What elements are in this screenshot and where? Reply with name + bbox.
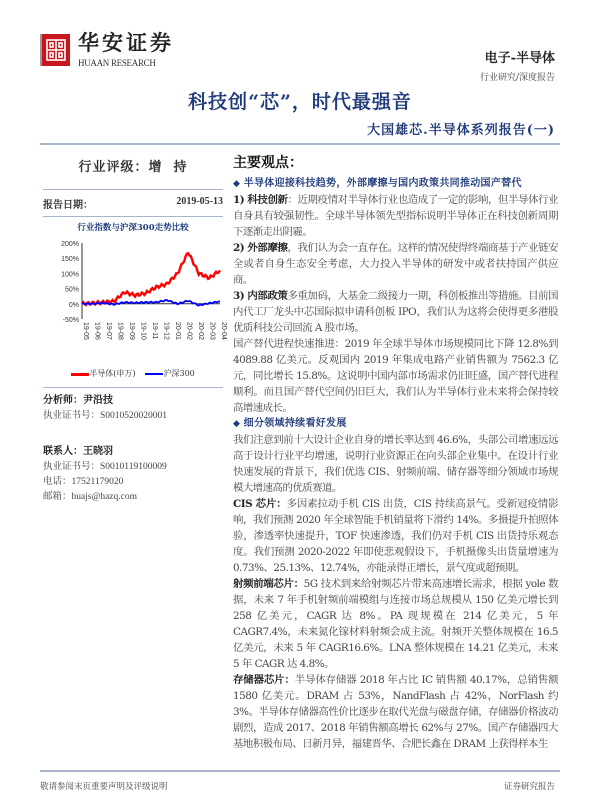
chart-title: 行业指数与沪深300走势比较 <box>77 223 189 233</box>
paragraph: 国产替代进程快速推进：2019 年全球半导体市场规模同比下降 12.8%到 4089.88 亿美元。反观国内 2019 年集成电路产业销售额为 7562.3 亿元，同比增长 15.8%。这说明中国内部市场需求仍旧旺盛，国产替代进程顺利。而且国产替代空间仍旧巨大，我们认为半导体行业未来将会保持较高增速成长。 <box>233 338 558 414</box>
divider <box>43 216 223 217</box>
report-title: 科技创“芯”，时代最强音 <box>188 91 412 113</box>
x-tick-label: 19-05 <box>82 322 89 340</box>
bullet-text: 细分领域持续看好发展 <box>243 418 347 429</box>
huaan-logo-icon <box>40 34 70 66</box>
x-tick-label: 19-08 <box>116 322 124 340</box>
legend-swatch-blue <box>145 373 163 375</box>
section-heading: 主要观点： <box>233 155 303 171</box>
bullet-heading <box>233 416 558 432</box>
paragraph <box>233 240 558 288</box>
paragraph <box>233 576 558 672</box>
contact-name: 王晓羽 <box>83 446 113 457</box>
cert-label: 执业证书号： <box>43 462 101 472</box>
report-subtitle: 大国雄芯.半导体系列报告(一) <box>367 123 555 138</box>
index-comparison-chart <box>40 237 226 362</box>
y-tick-label: 0% <box>68 301 79 309</box>
report-date: 2019-05-13 <box>176 196 223 207</box>
rating-value: 增 持 <box>148 160 188 175</box>
paragraph: 我们注意到前十大设计企业自身的增长率达到 46.6%，头部公司增速远远高于设计行业平均增速，说明行业资源正在向头部企业集中。在设计行业快速发展的背景下，我们优选 CIS、射频前端、储存器等细分领域市场规模大增速高的优质赛道。 <box>233 434 558 494</box>
x-tick-label: 19-09 <box>128 322 135 340</box>
analyst-name: 尹沿技 <box>83 395 113 406</box>
legend-swatch-red <box>71 373 89 376</box>
header-divider <box>40 143 560 145</box>
cert-label: 执业证书号： <box>43 411 101 421</box>
bullet-text: 半导体迎接科技趋势，外部摩擦与国内政策共同推动国产替代 <box>243 178 522 189</box>
rating-label: 行业评级： <box>78 160 149 175</box>
para-lead: CIS 芯片： <box>233 498 287 510</box>
para-text: 5G 技术到来给射频芯片带来高速增长需求，根据 yole 数据，未来 7 年手机射频前端模组与连接市场总规模从 150 亿美元增长到 258 亿美元，CAGR 达 8%。PA 现规模在 214 亿美元，5 年 CAGR7.4%，未来氮化镓材料射频会成主流。射频开关整体规模在 16.5 亿美元，未来 5 年 CAGR16.6%。LNA 整体规模在 14.21 亿美元，未来 5 年 CAGR 达 4.8%。 <box>233 578 558 670</box>
report-date-row <box>40 196 226 211</box>
analyst-cert: S0010520020001 <box>100 411 168 421</box>
diamond-icon: ◆ <box>233 419 244 429</box>
date-label: 报告日期： <box>43 200 93 211</box>
y-tick-label: 50% <box>64 286 79 294</box>
legend-item-semis <box>71 368 135 379</box>
sector-label: 电子-半导体 <box>484 51 555 66</box>
x-tick-label: 20-02 <box>197 322 204 340</box>
x-tick-label: 19-06 <box>93 322 101 340</box>
para-lead: 存储器芯片： <box>233 674 295 686</box>
paragraph <box>233 192 558 240</box>
footer-disclaimer: 敬请参阅末页重要声明及评级说明 <box>40 782 168 792</box>
analyst-label: 分析师： <box>43 395 83 406</box>
contact-cert: S0010119100009 <box>100 462 167 472</box>
main-content <box>233 154 558 752</box>
bullet-heading <box>233 176 558 192</box>
series-line-0 <box>82 253 220 305</box>
x-tick-label: 19-12 <box>162 322 170 340</box>
phone-label: 电话： <box>43 477 72 487</box>
y-tick-label: -50% <box>62 317 79 324</box>
chart-legend <box>40 368 226 379</box>
para-text: ，我们认为会一直存在。这样的情况使得终端商基于产业链安全或者自身生态安全考虑，大力投入半导体的研发中或者扶持国产供应商。 <box>233 242 559 286</box>
legend-label: 沪深300 <box>163 369 195 378</box>
y-tick-label: 150% <box>61 256 79 264</box>
x-tick-label: 20-04 <box>220 322 227 340</box>
paragraph <box>233 672 558 752</box>
x-tick-label: 20-02 <box>185 322 193 340</box>
para-text: ：近期疫情对半导体行业也造成了一定的影响，但半导体行业自身具有较强韧性。全球半导体领先型指标说明半导体正在科技创新周期下逐渐走出阴霾。 <box>233 194 559 238</box>
para-lead: 3) 内部政策 <box>233 290 288 302</box>
y-tick-label: 100% <box>61 271 79 279</box>
divider <box>43 189 223 190</box>
analyst-info <box>40 393 226 505</box>
x-tick-label: 20-03 <box>208 322 216 340</box>
left-sidebar <box>40 150 226 505</box>
diamond-icon: ◆ <box>233 179 244 189</box>
para-lead: 1) 科技创新 <box>233 194 288 206</box>
x-tick-label: 20-01 <box>174 322 181 340</box>
footer-divider <box>40 770 560 772</box>
para-lead: 射频前端芯片： <box>233 578 304 590</box>
logo-text: 华安证券 <box>78 30 174 55</box>
legend-label: 半导体(申万) <box>89 369 136 378</box>
email-label: 邮箱： <box>43 492 72 502</box>
para-lead: 2) 外部摩擦 <box>233 242 288 254</box>
contact-label: 联系人： <box>43 446 83 457</box>
legend-item-hs300 <box>145 368 194 379</box>
para-text: 多重加码，大基金二级接力一期，科创板推出等措施。目前国内代工厂龙头中芯国际拟申请科创板 IPO，我们认为这将会使得更多港股优质科技公司回流 A 股市场。 <box>233 290 559 334</box>
report-type: 行业研究/深度报告 <box>479 73 555 83</box>
email-link[interactable]: huajs@hazq.com <box>71 492 137 502</box>
x-tick-label: 19-07 <box>105 322 112 340</box>
para-text: 多因素拉动手机 CIS 出货，CIS 持续高景气。受新冠疫情影响，我们预测 2020 年全球智能手机销量将下滑约 14%。多摄提升拍照体验，渗透率快速提升，TOF 快速渗透，我们仍对手机 CIS 出货持乐观态度。我们预测 2020-2022 年即使悲观假设下，手机摄像头出货量增速为 0.73%、25.13%、12.74%，亦能录得正增长，景气度或超预期。 <box>233 498 558 574</box>
industry-rating <box>40 156 226 175</box>
paragraph <box>233 288 558 336</box>
x-tick-label: 19-11 <box>151 322 158 340</box>
x-tick-label: 19-10 <box>139 322 147 340</box>
footer-label: 证券研究报告 <box>503 782 555 792</box>
logo-subtext: HUAAN RESEARCH <box>78 58 156 68</box>
para-text: 半导体存储器 2018 年占比 IC 销售额 40.17%，总销售额 1580 亿美元。DRAM 占 53%，NandFlash 占 42%，NorFlash 约 3%。半导体存储器高性价比逐步在取代光盘与磁盘存储，存储器价格波动剧烈，造成 2017、2018 年销售额高增长 62%与 27%。国产存储器四大基地积极布局、日新月异，福建晋华、合肥长鑫在 DRAM 上获得样本生 <box>233 674 558 750</box>
phone-number: 17521179020 <box>71 477 124 487</box>
paragraph <box>233 496 558 576</box>
divider <box>43 387 223 388</box>
y-tick-label: 200% <box>61 241 79 248</box>
